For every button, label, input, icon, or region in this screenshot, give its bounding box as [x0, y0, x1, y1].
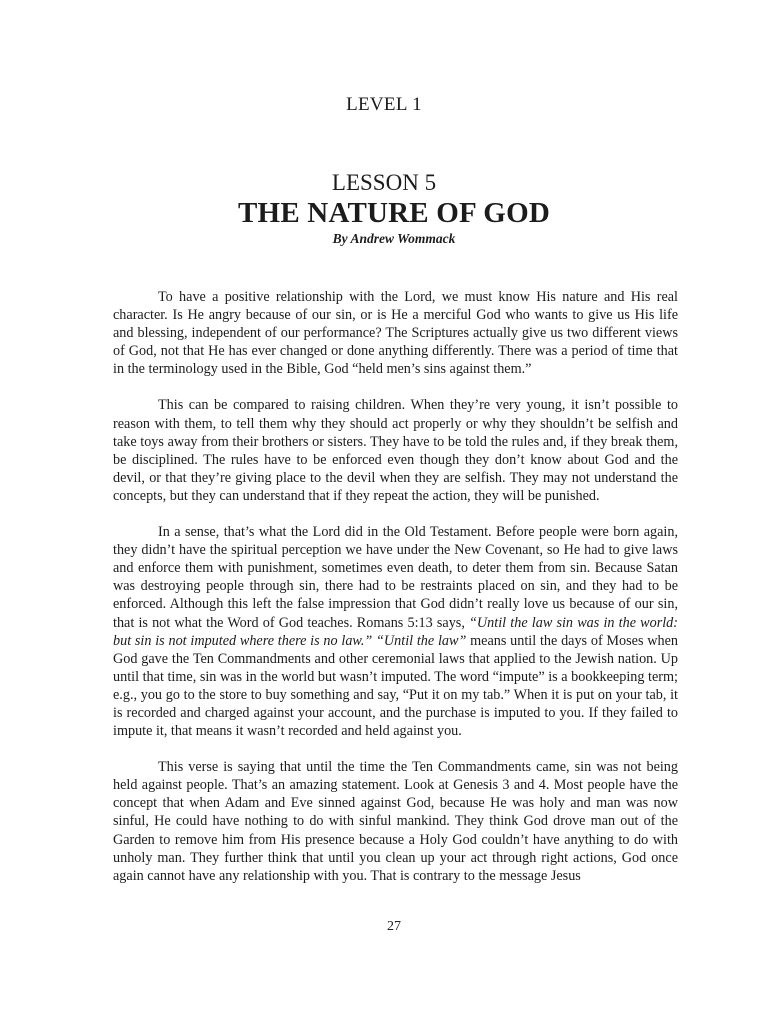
- lesson-number: LESSON 5: [331, 170, 437, 195]
- page-number: 27: [387, 919, 401, 934]
- author-byline: By Andrew Wommack: [332, 231, 456, 246]
- paragraph-3: [113, 523, 678, 740]
- paragraph-text: This can be compared to raising children. When they’re very young, it isn’t possible to reason with them, to tell them why they should act properly or why they shouldn’t be selfish and take toys away from their brothers or sisters. They have to be told the rules and, if they break them, be disciplined. The rules have to be enforced even though they don’t know about God and the devil, or that they’re giving place to the devil when they are selfish. They may not understand the concepts, but they can understand that if they repeat the action, they will be punished.: [113, 397, 678, 504]
- paragraph-text: This verse is saying that until the time the Ten Commandments came, sin was not being held against people. That’s an amazing statement. Look at Genesis 3 and 4. Most people have the concept that when Adam and Eve sinned against God, because He was holy and man was now sinful, He could have nothing to do with sinful mankind. They think God drove man out of the Garden to remove him from His presence because a Holy God couldn’t have anything to do with unholy man. They further think that until you clean up your act through right actions, God once again cannot have any relationship with you. That is contrary to the message Jesus: [113, 759, 678, 884]
- scripture-quote: “Until the law sin was in the world: but sin is not imputed where there is no law.” “Until the law”: [113, 614, 678, 649]
- paragraph-4: [113, 758, 678, 885]
- level-heading: LEVEL 1: [346, 94, 422, 115]
- paragraph-2: [113, 396, 678, 505]
- paragraph-1: [113, 288, 678, 378]
- lesson-title: THE NATURE OF GOD: [238, 197, 550, 229]
- paragraph-text: In a sense, that’s what the Lord did in the Old Testament. Before people were born again, they didn’t have the spiritual perception we have under the New Covenant, so He had to give laws and enforce them with punishment, sometimes even death, to deter them from sin. Because Satan was destroying people through sin, there had to be restraints placed on sin, and they had to be enforced. Although this left the false impression that God didn’t really love us because of our sin, that is not what the Word of God teaches. Romans 5:13 says,: [113, 524, 678, 631]
- body-text: [113, 288, 678, 885]
- paragraph-text: means until the days of Moses when God gave the Ten Commandments and other ceremonial laws that applied to the Jewish nation. Up until that time, sin was in the world but wasn’t imputed. The word “impute” is a bookkeeping term; e.g., you go to the store to buy something and say, “Put it on my tab.” When it is put on your tab, it is recorded and charged against your account, and the purchase is imputed to you. If they failed to impute it, that means it wasn’t recorded and held against you.: [113, 632, 678, 740]
- paragraph-text: To have a positive relationship with the Lord, we must know His nature and His real character. Is He angry because of our sin, or is He a merciful God who wants to give us His life and blessing, independent of our performance? The Scriptures actually give us two different views of God, not that He has ever changed or done anything differently. There was a period of time that in the terminology used in the Bible, God “held men’s sins against them.”: [113, 289, 678, 378]
